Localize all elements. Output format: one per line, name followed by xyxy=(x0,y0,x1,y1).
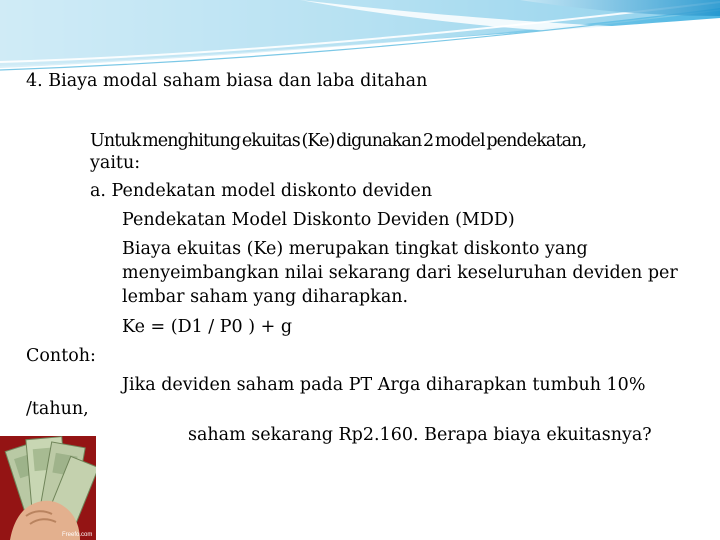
header-wave-banner xyxy=(0,0,720,80)
example-text-line-1: Jika deviden saham pada PT Arga diharapkan tumbuh 10% xyxy=(122,375,646,395)
section-heading: 4. Biaya modal saham biasa dan laba ditahan xyxy=(26,71,428,91)
description-line-2: menyeimbangkan nilai sekarang dari keseluruhan deviden per xyxy=(122,263,678,283)
description-line-3: lembar saham yang diharapkan. xyxy=(122,287,409,307)
formula: Ke = (D1 / P0 ) + g xyxy=(122,317,293,337)
list-item-a: a. Pendekatan model diskonto deviden xyxy=(90,181,433,201)
intro-text-line-1: Untuk menghitung ekuitas (Ke) digunakan 2 model pendekatan, xyxy=(90,131,587,151)
subsection-title: Pendekatan Model Diskonto Deviden (MDD) xyxy=(122,210,515,230)
example-label: Contoh: xyxy=(26,346,96,366)
money-hand-image xyxy=(0,436,96,540)
intro-text-line-2: yaitu: xyxy=(90,153,141,173)
example-text-line-3: saham sekarang Rp2.160. Berapa biaya ekuitasnya? xyxy=(188,425,652,445)
photo-caption: Freefo.com xyxy=(62,532,93,538)
example-text-line-2: /tahun, xyxy=(26,399,89,419)
description-line-1: Biaya ekuitas (Ke) merupakan tingkat diskonto yang xyxy=(122,239,588,259)
